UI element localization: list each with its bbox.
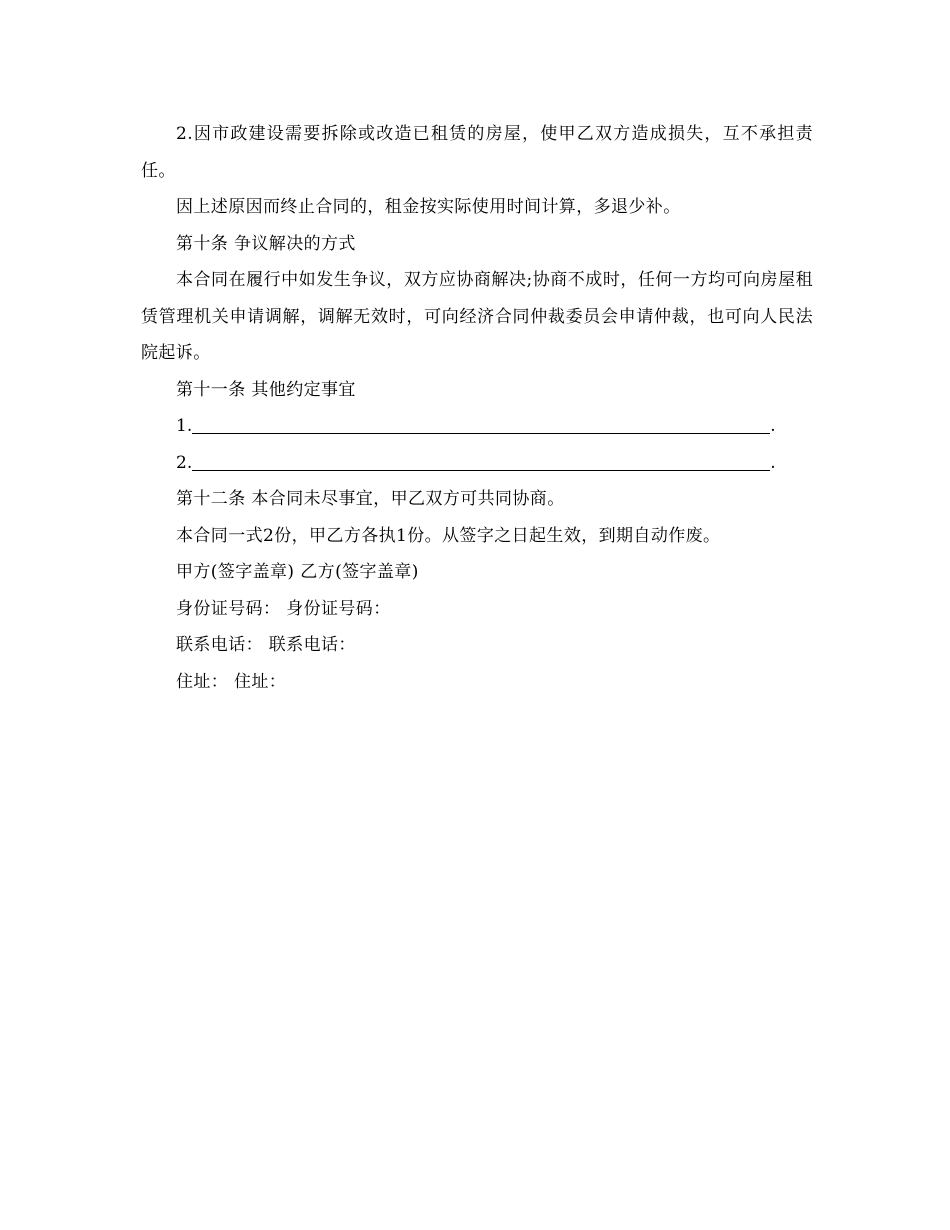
document-body [141, 116, 813, 700]
article-10-heading: 第十条 争议解决的方式 [176, 233, 356, 254]
signature-parties-line: 甲方(签字盖章) 乙方(签字盖章) [176, 562, 419, 582]
clause-9-item-2-paragraph: 2.因市政建设需要拆除或改造已租赁的房屋，使甲乙双方造成损失，互不承担责任。 [141, 124, 813, 181]
item-end-mark: . [770, 416, 776, 436]
rent-settlement-paragraph: 因上述原因而终止合同的，租金按实际使用时间计算，多退少补。 [176, 197, 681, 217]
other-terms-item-2 [141, 445, 813, 482]
article-10-body-paragraph: 本合同在履行中如发生争议，双方应协商解决;协商不成时，任何一方均可向房屋租赁管理机关申请调解，调解无效时，可向经济合同仲裁委员会申请仲裁，也可向人民法院起诉。 [141, 270, 813, 363]
fill-in-blank-line[interactable] [192, 452, 770, 471]
article-12-paragraph: 第十二条 本合同未尽事宜，甲乙双方可共同协商。 [176, 489, 565, 509]
item-number: 1. [176, 416, 193, 436]
other-terms-item-1 [141, 408, 813, 445]
item-end-mark: . [770, 452, 776, 473]
address-fields-line: 住址： 住址： [176, 671, 287, 692]
phone-fields-line: 联系电话： 联系电话： [176, 635, 356, 655]
item-number: 2. [176, 452, 193, 473]
fill-in-blank-line[interactable] [192, 415, 770, 434]
id-number-fields-line: 身份证号码： 身份证号码： [176, 598, 391, 619]
article-11-heading: 第十一条 其他约定事宜 [176, 379, 356, 400]
copies-clause-paragraph: 本合同一式2份，甲乙方各执1份。从签字之日起生效，到期自动作废。 [176, 525, 721, 546]
